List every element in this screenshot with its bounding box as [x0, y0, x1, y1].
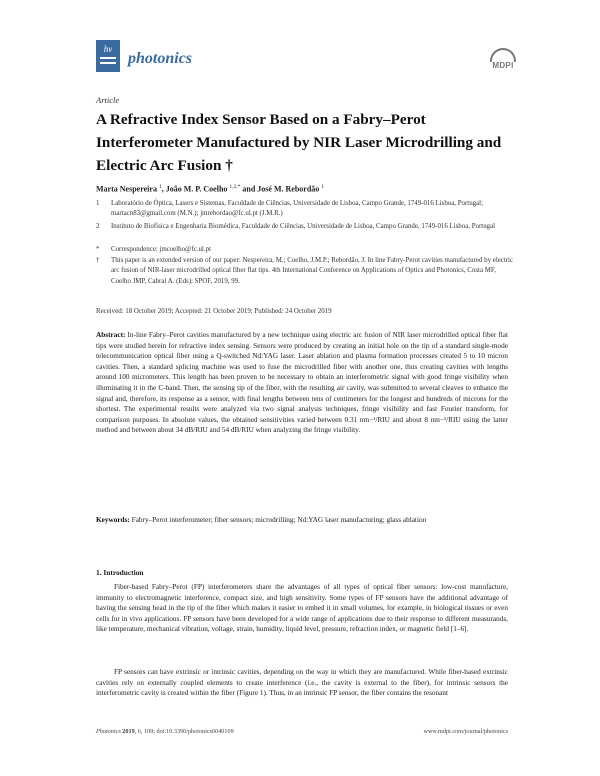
citation — [96, 728, 234, 735]
keywords-text: Fabry–Perot interferometer; fiber sensors; microdrilling; Nd:YAG laser manufacturing; glass ablation — [131, 516, 427, 524]
journal-name: photonics — [128, 50, 193, 67]
publisher-name: MDPI — [492, 61, 514, 70]
extended-version-note — [96, 256, 516, 287]
affiliation-mark: 1 — [96, 200, 100, 207]
citation-journal: Photonics — [96, 728, 121, 735]
citation-rest: , 6, 109; doi:10.3390/photonics6040109 — [134, 728, 234, 735]
author-list: Marta Nespereira $^1$, João M. P. Coelho $^{1,2,*}$ and José M. Rebordão $^1$ — [96, 184, 325, 194]
article-type: Article — [96, 95, 120, 105]
publication-dates: Received: 18 October 2019; Accepted: 21 October 2019; Published: 24 October 2019 — [96, 308, 332, 315]
journal-logo-icon — [96, 40, 120, 72]
section-title: 1. Introduction — [96, 568, 144, 577]
keywords-label: Keywords: — [96, 516, 130, 524]
author-name: José M. Rebordão — [257, 184, 320, 194]
correspondence — [96, 245, 516, 255]
affiliation-text: Instituto de Biofísica e Engenharia Biomédica, Faculdade de Ciências, Universidade de Lisboa, Campo Grande, 1749-016 Lisboa, Portugal — [111, 223, 496, 230]
citation-year: 2019 — [122, 728, 135, 735]
author-name: Marta Nespereira — [96, 184, 157, 194]
mdpi-logo-icon — [490, 48, 516, 62]
publisher-logo — [486, 48, 520, 74]
author-sup: 1 — [158, 184, 162, 190]
affiliation — [96, 222, 516, 232]
logo-abbrev: hv — [103, 44, 113, 54]
author-sup: 1 — [321, 184, 325, 190]
abstract-text: In-line Fabry–Perot cavities manufactured by a new technique using electric arc fusion of NIR laser microdrilled optical fiber flat tips were studied herein for refractive index sensing. Sensors were produced by creating an initial hole on the tip of a standard single-mode telecommunication optical fiber using a Q-switched Nd:YAG laser. Laser ablation and plasma formation processes created 5 to 10 micron cavities. Then, a standard splicing machine was used to fuse the microdrilled fiber with another one, thus creating cavities with lengths around 100 micrometers. This length has been proven to be necessary to obtain an interferometric signal with good fringe visibility when illuminating it in the C-band. Then, the sensing tip of the fiber, with the resulting air cavity, was submitted to several cleaves to enhance the signal and, therefore, its response as a sensor, with final lengths between tens of centimeters for the longest and hundreds of microns for the shortest. The experimental results were analyzed via two signal analysis techniques, fringe visibility and fast Fourier transform, for comparison purposes. In absolute values, the obtained sensitivities varied between 0.31 nm−¹/RIU and about 8 nm−¹/RIU using the latter method and between about 34 dB/RIU and 54 dB/RIU when analyzing the fringe visibility. — [96, 331, 509, 435]
affiliation-text: Correspondence: jmcoelho@fc.ul.pt — [111, 246, 211, 253]
affiliation-text: Laboratório de Óptica, Lasers e Sistemas, Faculdade de Ciências, Universidade de Lisboa, Campo Grande, 1749-016 Lisboa, Portugal; martacn83@gmail.com (M.N.); jmrebordao@fc.ul.pt (J.M.R.) — [111, 200, 483, 218]
affiliation-mark: 2 — [96, 223, 100, 230]
journal-url: www.mdpi.com/journal/photonics — [423, 728, 508, 735]
affiliation-text: This paper is an extended version of our paper: Nespereira, M.; Coelho, J.M.P.; Rebordão, J. In line Fabry-Perot cavities manufactured by electric arc fusion of NIR-laser microdrilled optical fiber flat tips. 4th International Conference on Applications of Optics and Photonics, Costa MF, Coelho JMP, Cabral A. (Eds); SPOF, 2019, 99. — [111, 257, 514, 285]
affiliation-mark: * — [96, 246, 100, 253]
abstract — [96, 330, 508, 436]
author-sup: 1,2,* — [229, 184, 241, 190]
abstract-label: Abstract: — [96, 331, 126, 339]
author-name: João M. P. Coelho — [165, 184, 228, 194]
paper-title: A Refractive Index Sensor Based on a Fabry–Perot Interferometer Manufactured by NIR Laser Microdrilling and Electric Arc Fusion † — [96, 111, 502, 174]
intro-paragraph: FP sensors can have extrinsic or intrinsic cavities, depending on the way in which they are manufactured. While fiber-based extrinsic cavities rely on externally coupled elements to create interference (i.e., the cavity is external to the fiber), for intrinsic sensors the interferometric cavity is created within the fiber (Figure 1). Thus, in an intrinsic FP sensor, the fiber contains the resonant — [96, 668, 508, 698]
page-footer — [96, 728, 508, 740]
keywords — [96, 515, 508, 526]
journal-header — [96, 40, 536, 80]
affiliation — [96, 199, 516, 220]
affiliation-mark: † — [96, 257, 100, 264]
intro-paragraph: Fiber-based Fabry–Perot (FP) interferometers share the advantages of all types of optical fiber sensors: low-cost manufacture, immunity to electromagnetic interference, compact size, and high sensitivity. Some types of FP sensors have the additional advantage of having the sensing head in the tip of the fiber which makes it easier to embed it in small volumes, for example, in biological tissues or even cells for in vivo applications. FP sensors have been developed for a wide range of applications due to their response to different measurands, like temperature, mechanical vibration, voltage, strain, humidity, liquid level, pressure, refraction index, or magnetic field [1–6]. — [96, 583, 508, 634]
